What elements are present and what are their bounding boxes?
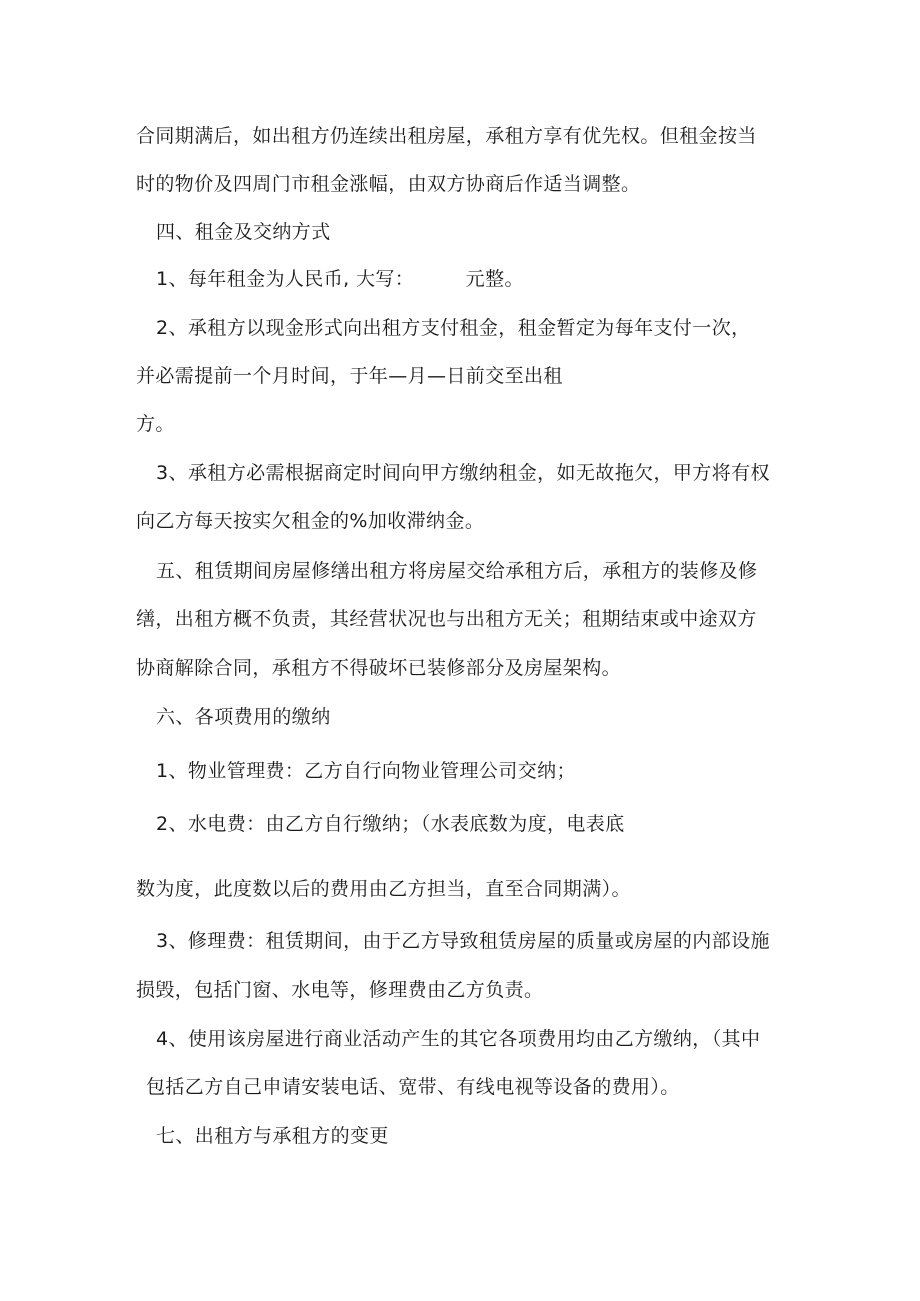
paragraph-line: 时的物价及四周门市租金涨幅，由双方协商后作适当调整。 bbox=[136, 173, 641, 195]
paragraph-line: 3、修理费：租赁期间，由于乙方导致租赁房屋的质量或房屋的内部设施 bbox=[156, 930, 770, 952]
paragraph-line: 1、每年租金为人民币, 大写： 元整。 bbox=[156, 268, 524, 290]
paragraph-line: 数为度，此度数以后的费用由乙方担当，直至合同期满）。 bbox=[136, 878, 631, 900]
section-heading: 六、各项费用的缴纳 bbox=[156, 706, 331, 728]
paragraph-line: 向乙方每天按实欠租金的%加收滞纳金。 bbox=[136, 510, 485, 532]
paragraph-line: 并必需提前一个月时间，于年—月—日前交至出租 bbox=[136, 365, 563, 387]
paragraph-line: 1、物业管理费：乙方自行向物业管理公司交纳； bbox=[156, 760, 576, 782]
section-heading: 七、出租方与承租方的变更 bbox=[156, 1125, 389, 1147]
paragraph-line: 包括乙方自己申请安装电话、宽带、有线电视等设备的费用）。 bbox=[146, 1076, 680, 1098]
section-heading: 五、租赁期间房屋修缮出租方将房屋交给承租方后，承租方的装修及修 bbox=[156, 560, 758, 582]
paragraph-line: 协商解除合同，承租方不得破坏已装修部分及房屋架构。 bbox=[136, 657, 622, 679]
paragraph-line: 2、水电费：由乙方自行缴纳；（水表底数为度，电表底 bbox=[156, 813, 625, 835]
paragraph-line: 合同期满后，如出租方仍连续出租房屋，承租方享有优先权。但租金按当 bbox=[136, 125, 757, 147]
section-heading: 四、租金及交纳方式 bbox=[156, 221, 331, 243]
paragraph-line: 缮，出租方概不负责，其经营状况也与出租方无关；租期结束或中途双方 bbox=[136, 608, 757, 630]
paragraph-line: 4、使用该房屋进行商业活动产生的其它各项费用均由乙方缴纳，（其中 bbox=[156, 1028, 761, 1050]
paragraph-line: 损毁，包括门窗、水电等，修理费由乙方负责。 bbox=[136, 979, 544, 1001]
paragraph-line: 方。 bbox=[136, 413, 175, 435]
paragraph-line: 2、承租方以现金形式向出租方支付租金，租金暂定为每年支付一次， bbox=[156, 317, 751, 339]
paragraph-line: 3、承租方必需根据商定时间向甲方缴纳租金，如无故拖欠，甲方将有权 bbox=[156, 462, 770, 484]
